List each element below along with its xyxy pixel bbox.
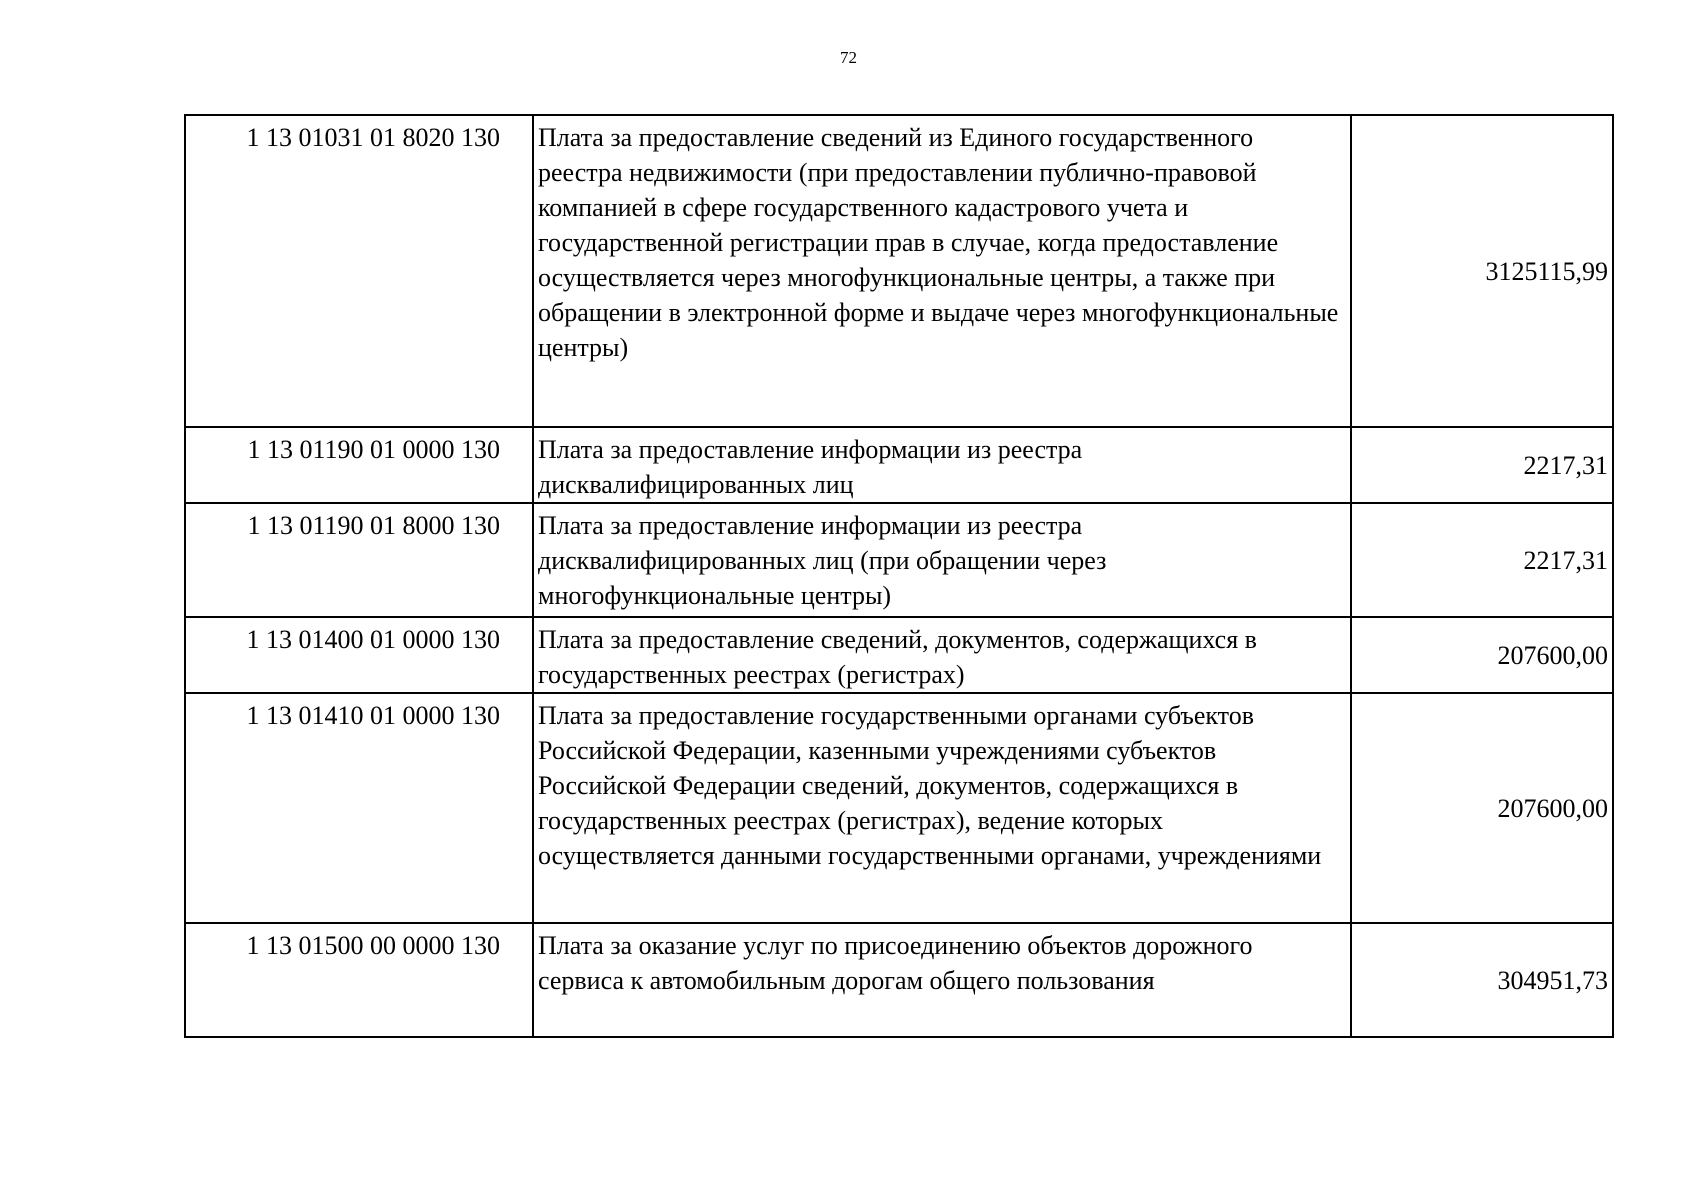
revenue-code: 1 13 01190 01 8000 130 — [185, 503, 533, 617]
table-row — [185, 503, 1613, 617]
table-row — [185, 693, 1613, 923]
revenue-amount: 207600,00 — [1351, 693, 1613, 923]
table-row — [185, 115, 1613, 427]
page-number: 72 — [840, 48, 857, 67]
revenue-code: 1 13 01500 00 0000 130 — [185, 923, 533, 1037]
revenue-description: Плата за предоставление государственными органами субъектов Российской Федерации, казенными учреждениями субъектов Российской Федерации сведений, документов, содержащихся в государственных реестрах (регистрах), ведение которых осуществляется данными государственными органами, учреждениями — [533, 693, 1351, 923]
revenue-description: Плата за предоставление информации из реестра дисквалифицированных лиц — [533, 427, 1351, 503]
table-row — [185, 427, 1613, 503]
revenue-description: Плата за предоставление сведений из Единого государственного реестра недвижимости (при предоставлении публично-правовой компанией в сфере государственного кадастрового учета и государственной регистрации прав в случае, когда предоставление осуществляется через многофункциональные центры, а также при обращении в электронной форме и выдаче через многофункциональные центры) — [533, 115, 1351, 427]
table-row — [185, 617, 1613, 693]
revenue-amount: 207600,00 — [1351, 617, 1613, 693]
budget-revenue-table — [184, 114, 1614, 1038]
revenue-description: Плата за предоставление сведений, документов, содержащихся в государственных реестрах (регистрах) — [533, 617, 1351, 693]
revenue-code: 1 13 01410 01 0000 130 — [185, 693, 533, 923]
revenue-amount: 3125115,99 — [1351, 115, 1613, 427]
revenue-code: 1 13 01400 01 0000 130 — [185, 617, 533, 693]
revenue-amount: 304951,73 — [1351, 923, 1613, 1037]
revenue-amount: 2217,31 — [1351, 427, 1613, 503]
revenue-code: 1 13 01190 01 0000 130 — [185, 427, 533, 503]
revenue-amount: 2217,31 — [1351, 503, 1613, 617]
table-row — [185, 923, 1613, 1037]
revenue-code: 1 13 01031 01 8020 130 — [185, 115, 533, 427]
revenue-description: Плата за предоставление информации из реестра дисквалифицированных лиц (при обращении через многофункциональные центры) — [533, 503, 1351, 617]
revenue-description: Плата за оказание услуг по присоединению объектов дорожного сервиса к автомобильным дорогам общего пользования — [533, 923, 1351, 1037]
